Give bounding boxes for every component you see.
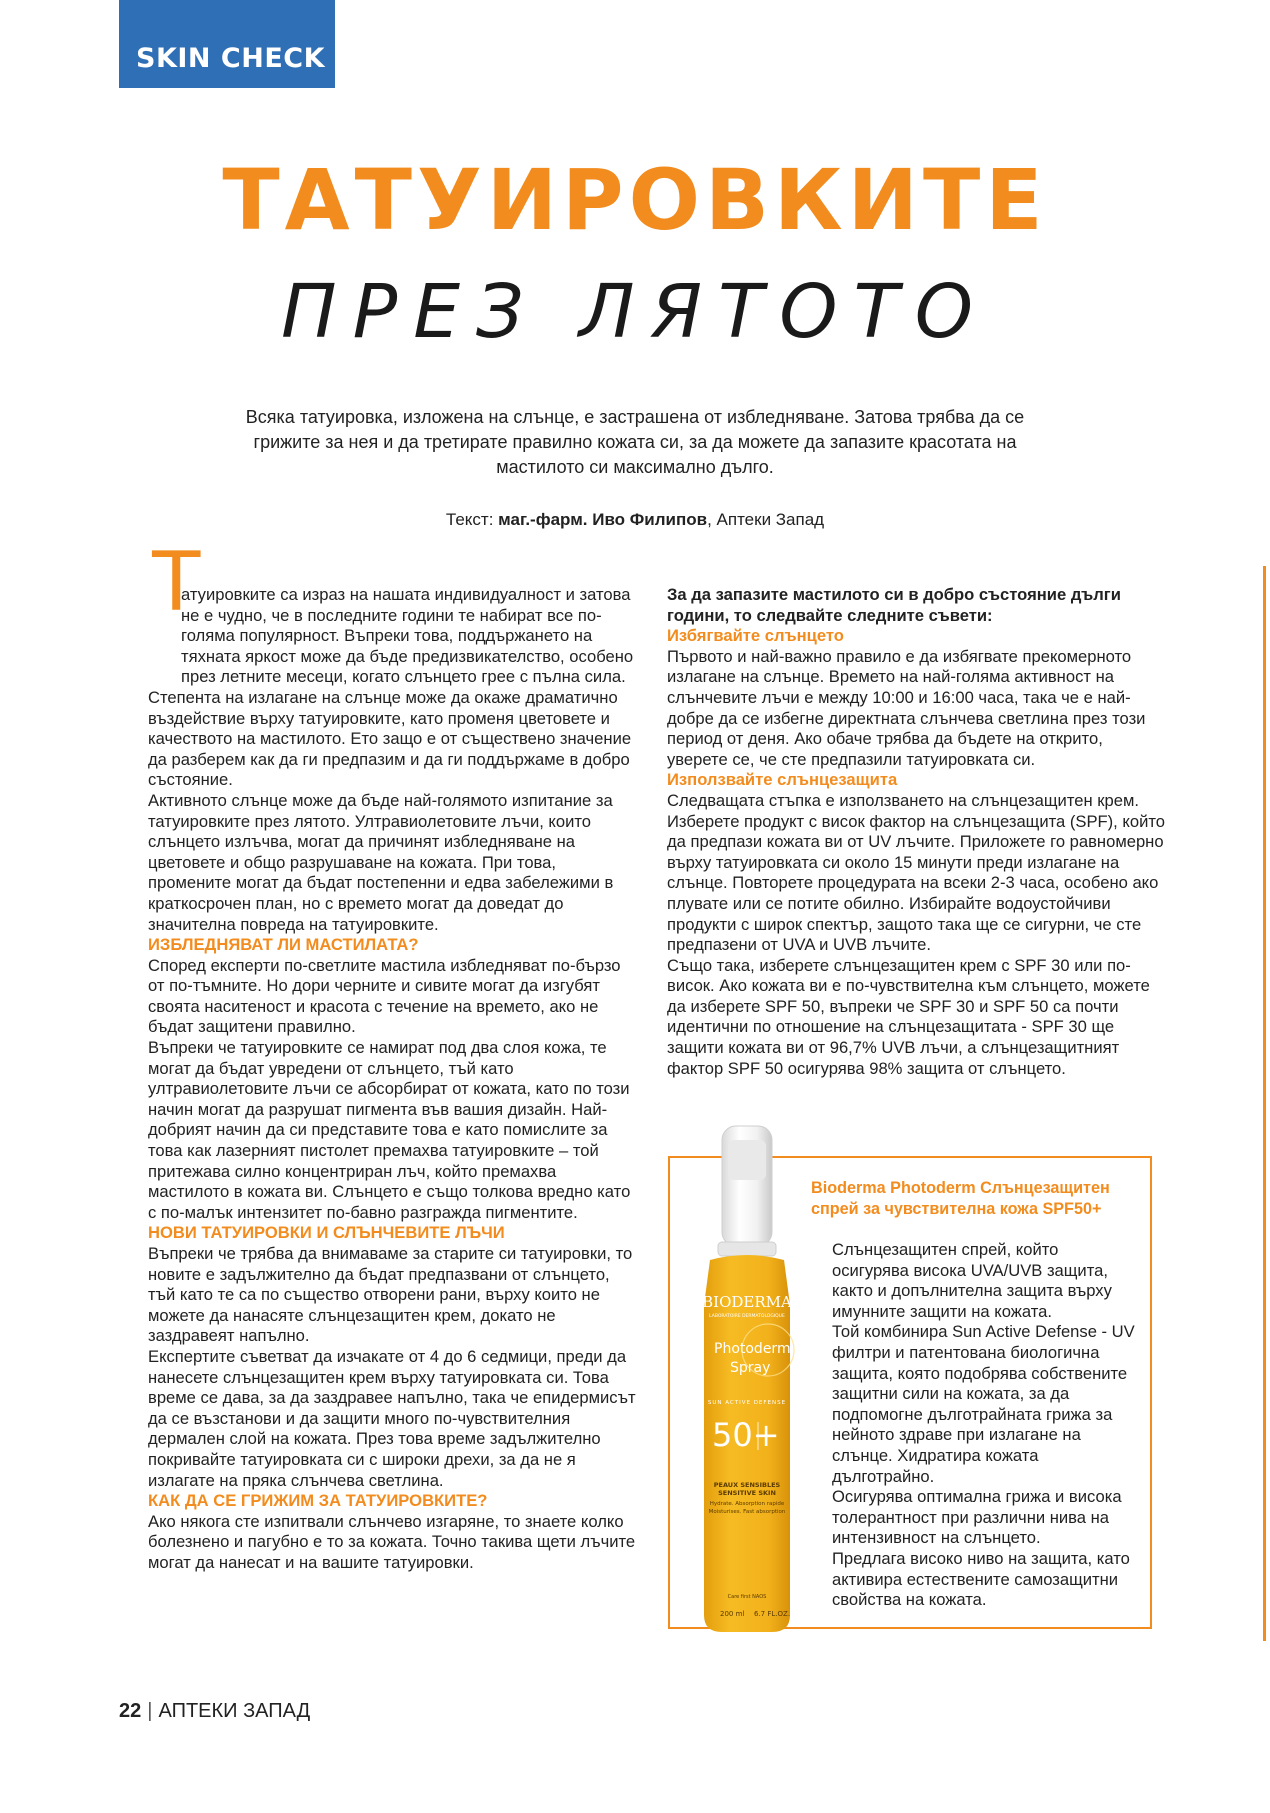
bottle-spf: 50+ (712, 1416, 780, 1454)
article-lead: Всяка татуировка, изложена на слънце, е застрашена от избледняване. Затова трябва да се грижите за нея и да третирате правилно кожата си, за да можете да запазите красотата на мастилото си максимално дълго. (245, 407, 1025, 477)
tip-heading: Използвайте слънцезащита (667, 770, 898, 790)
article-column-right (667, 585, 1167, 1079)
tips-intro: За да запазите мастилото си в добро състояние дълги години, то следвайте следните съвети: (667, 585, 1121, 625)
bottle-skin-2: SENSITIVE SKIN (718, 1489, 776, 1497)
paragraph: Предлага високо ниво на защита, като активира естествените самозащитни свойства на кожата. (832, 1548, 1130, 1610)
byline-author: маг.-фарм. Иво Филипов (498, 510, 708, 529)
section-heading: НОВИ ТАТУИРОВКИ И СЛЪНЧЕВИТЕ ЛЪЧИ (148, 1223, 505, 1243)
product-description (832, 1240, 1137, 1611)
publication-name: АПТЕКИ ЗАПАД (158, 1700, 311, 1722)
bottle-brand: BIODERMA (702, 1293, 792, 1311)
byline (240, 510, 1030, 530)
section-tag: SKIN CHECK (119, 0, 335, 88)
paragraph: Според експерти по-светлите мастила избледняват по-бързо от по-тъмните. Но дори черните и сивите могат да изгубят своята наситеност и красота с течение на времето, ако не бъдат защитени правилно. (148, 955, 621, 1037)
bottle-claim-1: Hydrate. Absorption rapide (709, 1501, 785, 1507)
section-heading: ИЗБЛЕДНЯВАТ ЛИ МАСТИЛАТА? (148, 935, 419, 955)
paragraph: Също така, изберете слънцезащитен крем с SPF 30 или по-висок. Ако кожата ви е по-чувствителна към слънцето, можете да изберете SPF 50, въпреки че SPF 30 и SPF 50 са почти идентични по отношение на слънцезащитата - SPF 30 ще защити кожата ви от 96,7% UVB лъчи, а слънцезащитният фактор SPF 50 осигурява 98% защита от слънцето. (667, 955, 1150, 1078)
bottle-cap (718, 1126, 776, 1256)
article-subtitle: ПРЕЗ ЛЯТОТО (281, 269, 989, 355)
product-title: Bioderma Photoderm Слънцезащитен спрей за чувствителна кожа SPF50+ (811, 1179, 1110, 1218)
byline-prefix: Текст: (445, 510, 499, 529)
page-edge-rule (1263, 566, 1266, 1641)
bottle-line: SUN ACTIVE DEFENSE (707, 1400, 787, 1406)
bottle-skin-1: PEAUX SENSIBLES (713, 1481, 781, 1489)
bottle-care: Care first NAOS (727, 1594, 767, 1600)
product-bottle-image (672, 1120, 822, 1640)
paragraph: Следващата стъпка е използването на слънцезащитен крем. Изберете продукт с висок фактор на слънцезащита (SPF), който да предпази кожата ви от UV лъчите. Приложете го равномерно върху татуировката си около 15 минути преди излагане на слънце. Повторете процедурата на всеки 2-3 часа, особено ако плувате или се потите обилно. Избирайте водоустойчиви продукти с широк спектър, защото така ще се сигурни, че сте предпазени от UVA и UVB лъчите. (667, 790, 1165, 955)
paragraph: Активното слънце може да бъде най-голямото изпитание за татуировките през лятото. Ултравиолетовите лъчи, които слънцето излъчва, могат да причинят избледняване на цветовете и общо разрушаване на кожата. При това, промените могат да бъдат постепенни и едва забележими в краткосрочен план, но с времето могат да доведат до значителна повреда на татуировките. (148, 790, 614, 934)
section-heading: КАК ДА СЕ ГРИЖИМ ЗА ТАТУИРОВКИТЕ? (148, 1491, 488, 1511)
page-number: 22 (119, 1700, 142, 1722)
paragraph: Експертите съветват да изчакате от 4 до 6 седмици, преди да нанесете слънцезащитен крем върху татуировката си. Това време се дава, за да заздравее напълно, така че епидермисът да се възстанови и да защити много по-чувствителния дермален слой на кожата. През това време задължително покривайте татуировката си с широки дрехи, за да не я излагате на пряка слънчева светлина. (148, 1346, 636, 1490)
article-column-left (148, 585, 638, 1574)
paragraph: Въпреки че татуировките се намират под два слоя кожа, те могат да бъдат увредени от слънцето, тъй като ултравиолетовите лъчи се абсорбират от кожата, като по този начин могат да разрушат пигмента във вашия дизайн. Най-добрият начин да си представите това е като помислите за това как лазерният пистолет премахва татуировките – той притежава силно концентриран лъч, който премахва мастилото в кожата ви. Слънцето е също толкова вредно като с по-малък интензитет по-бавно разгражда пигментите. (148, 1038, 631, 1222)
paragraph: атуировките са израз на нашата индивидуалност и затова не е чудно, че в последните години те набират все по-голяма популярност. Въпреки това, поддържането на тяхната яркост може да бъде предизвикателство, особено през летните месеци, когато слънцето грее с пълна сила. (181, 585, 634, 687)
paragraph: Той комбинира Sun Active Defense - UV филтри и патентована биологична защита, която подобрява собствените защитни сили на кожата, за да подпомогне дълготрайната грижа за нейното здраве при излагане на слънце. Хидратира кожата дълготрайно. (832, 1322, 1135, 1486)
footer-separator: | (147, 1700, 153, 1722)
bottle-volume: 200 ml (720, 1610, 745, 1618)
paragraph: Въпреки че трябва да внимаваме за старите си татуировки, то новите е задължително да бъдат предпазвани от слънцето, тъй като те са по същество отворени рани, върху които не можете да нанасяте слънцезащитен крем, докато не заздравеят напълно. (148, 1244, 633, 1346)
paragraph: Ако някога сте изпитвали слънчево изгаряне, то знаете колко болезнено и пагубно е то за кожата. Точно такива щети лъчите могат да нанесат и на вашите татуировки. (148, 1511, 636, 1572)
bottle-volume-oz: 6.7 FL.OZ. (754, 1610, 791, 1618)
paragraph: Степента на излагане на слънце може да окаже драматично въздействие върху татуировките, като променя цветовете и качеството на мастилото. Ето защо е от съществено значение да разберем как да ги предпазим и да ги поддържаме в добро състояние. (148, 687, 632, 790)
article-title: ТАТУИРОВКИТЕ (222, 151, 1048, 249)
bottle-claim-2: Moisturises. Fast absorption (708, 1509, 786, 1515)
drop-cap: Т (150, 533, 203, 629)
byline-suffix: , Аптеки Запад (707, 510, 825, 529)
paragraph: Осигурява оптимална грижа и висока толерантност при различни нива на интензивност на слънцето. (832, 1487, 1122, 1548)
bottle-brand-sub: LABORATOIRE DERMATOLOGIQUE (709, 1314, 785, 1319)
bottle-name-2: Spray (730, 1360, 771, 1376)
page-footer (119, 1700, 310, 1723)
tip-heading: Избягвайте слънцето (667, 626, 844, 646)
paragraph: Слънцезащитен спрей, който осигурява висока UVA/UVB защита, както и допълнителна защита върху имунните защити на кожата. (832, 1240, 1112, 1321)
paragraph: Първото и най-важно правило е да избягвате прекомерното излагане на слънце. Времето на най-голяма активност на слънчевите лъчи е между 10:00 и 16:00 часа, така че е най-добре да се избегне директната слънчева светлина през този период от деня. Ако обаче трябва да бъдете на открито, уверете се, че сте предпазили татуировката си. (667, 646, 1146, 769)
bottle-name-1: Photoderm (714, 1341, 791, 1357)
